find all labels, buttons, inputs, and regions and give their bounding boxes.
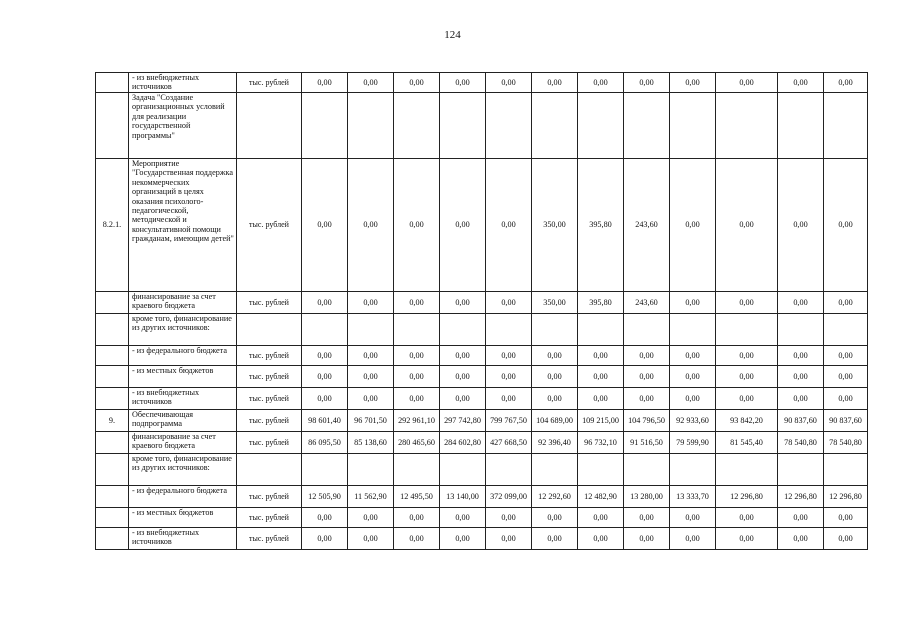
row-unit [237, 93, 302, 159]
value-cell: 0,00 [578, 366, 624, 388]
row-code [96, 486, 129, 508]
table-row [96, 366, 868, 388]
value-cell: 0,00 [302, 346, 348, 366]
row-name: - из федерального бюджета [129, 486, 237, 508]
value-cell: 12 292,60 [532, 486, 578, 508]
value-cell [440, 93, 486, 159]
row-code [96, 508, 129, 528]
value-cell: 0,00 [348, 528, 394, 550]
row-code [96, 292, 129, 314]
value-cell: 0,00 [716, 346, 778, 366]
value-cell: 90 837,60 [778, 410, 824, 432]
value-cell: 0,00 [578, 73, 624, 93]
value-cell: 0,00 [578, 528, 624, 550]
value-cell: 12 482,90 [578, 486, 624, 508]
value-cell: 297 742,80 [440, 410, 486, 432]
value-cell: 0,00 [624, 346, 670, 366]
value-cell [670, 454, 716, 486]
value-cell: 11 562,90 [348, 486, 394, 508]
value-cell: 0,00 [394, 528, 440, 550]
value-cell: 0,00 [348, 366, 394, 388]
value-cell [302, 93, 348, 159]
row-name: финансирование за счет краевого бюджета [129, 292, 237, 314]
value-cell: 96 701,50 [348, 410, 394, 432]
table-row [96, 314, 868, 346]
row-code [96, 73, 129, 93]
value-cell [624, 454, 670, 486]
value-cell: 0,00 [716, 528, 778, 550]
budget-table-body [96, 73, 868, 550]
table-row [96, 508, 868, 528]
value-cell: 81 545,40 [716, 432, 778, 454]
value-cell: 0,00 [824, 73, 868, 93]
value-cell: 0,00 [348, 159, 394, 292]
value-cell: 0,00 [532, 366, 578, 388]
row-unit: тыс. рублей [237, 366, 302, 388]
value-cell: 0,00 [824, 346, 868, 366]
value-cell: 0,00 [394, 366, 440, 388]
row-unit: тыс. рублей [237, 528, 302, 550]
value-cell [578, 314, 624, 346]
value-cell: 0,00 [532, 388, 578, 410]
value-cell: 0,00 [394, 73, 440, 93]
value-cell: 0,00 [778, 366, 824, 388]
value-cell [778, 454, 824, 486]
value-cell: 0,00 [394, 388, 440, 410]
table-row [96, 346, 868, 366]
value-cell: 0,00 [824, 388, 868, 410]
value-cell: 0,00 [716, 292, 778, 314]
value-cell [440, 454, 486, 486]
table-row [96, 454, 868, 486]
value-cell: 0,00 [302, 366, 348, 388]
value-cell: 0,00 [486, 292, 532, 314]
value-cell: 0,00 [624, 366, 670, 388]
value-cell: 109 215,00 [578, 410, 624, 432]
value-cell [486, 93, 532, 159]
value-cell [716, 314, 778, 346]
value-cell: 0,00 [348, 73, 394, 93]
value-cell [486, 314, 532, 346]
row-name: кроме того, финансирование из других источников: [129, 454, 237, 486]
value-cell: 0,00 [824, 366, 868, 388]
row-code: 9. [96, 410, 129, 432]
row-unit: тыс. рублей [237, 159, 302, 292]
value-cell: 85 138,60 [348, 432, 394, 454]
value-cell: 0,00 [670, 508, 716, 528]
value-cell [302, 454, 348, 486]
value-cell [824, 93, 868, 159]
value-cell: 0,00 [440, 73, 486, 93]
value-cell: 0,00 [716, 366, 778, 388]
value-cell: 92 396,40 [532, 432, 578, 454]
table-row [96, 159, 868, 292]
value-cell [824, 314, 868, 346]
value-cell [670, 93, 716, 159]
value-cell: 0,00 [670, 73, 716, 93]
value-cell: 0,00 [778, 292, 824, 314]
value-cell: 12 296,80 [824, 486, 868, 508]
page-number: 124 [444, 29, 461, 41]
budget-table [95, 72, 868, 550]
value-cell [716, 93, 778, 159]
value-cell: 12 505,90 [302, 486, 348, 508]
value-cell: 104 689,00 [532, 410, 578, 432]
value-cell: 13 280,00 [624, 486, 670, 508]
table-row [96, 528, 868, 550]
value-cell [394, 314, 440, 346]
value-cell: 350,00 [532, 292, 578, 314]
value-cell: 0,00 [824, 508, 868, 528]
value-cell: 0,00 [394, 346, 440, 366]
row-name: Задача "Создание организационных условий для реализации государственной программы" [129, 93, 237, 159]
value-cell: 0,00 [440, 346, 486, 366]
value-cell: 0,00 [778, 159, 824, 292]
row-name: - из местных бюджетов [129, 366, 237, 388]
row-unit: тыс. рублей [237, 388, 302, 410]
row-code [96, 388, 129, 410]
value-cell: 104 796,50 [624, 410, 670, 432]
value-cell: 0,00 [624, 73, 670, 93]
value-cell: 13 333,70 [670, 486, 716, 508]
value-cell: 0,00 [486, 73, 532, 93]
value-cell: 0,00 [348, 292, 394, 314]
value-cell: 0,00 [532, 508, 578, 528]
value-cell [532, 314, 578, 346]
value-cell: 0,00 [670, 346, 716, 366]
table-row [96, 73, 868, 93]
value-cell: 0,00 [824, 159, 868, 292]
value-cell [394, 454, 440, 486]
value-cell: 0,00 [394, 292, 440, 314]
row-name: - из внебюджетных источников [129, 388, 237, 410]
value-cell: 79 599,90 [670, 432, 716, 454]
value-cell: 0,00 [440, 159, 486, 292]
value-cell [302, 314, 348, 346]
value-cell: 0,00 [624, 528, 670, 550]
value-cell [578, 454, 624, 486]
value-cell: 0,00 [486, 159, 532, 292]
table-row [96, 410, 868, 432]
value-cell [578, 93, 624, 159]
table-row [96, 486, 868, 508]
row-unit: тыс. рублей [237, 432, 302, 454]
value-cell: 78 540,80 [778, 432, 824, 454]
value-cell: 0,00 [348, 508, 394, 528]
value-cell: 0,00 [778, 73, 824, 93]
row-code [96, 93, 129, 159]
value-cell: 0,00 [716, 508, 778, 528]
value-cell [778, 314, 824, 346]
row-unit: тыс. рублей [237, 410, 302, 432]
value-cell: 92 933,60 [670, 410, 716, 432]
value-cell: 0,00 [394, 508, 440, 528]
row-name: - из местных бюджетов [129, 508, 237, 528]
row-code [96, 454, 129, 486]
value-cell [532, 454, 578, 486]
value-cell: 0,00 [716, 388, 778, 410]
value-cell: 0,00 [624, 388, 670, 410]
value-cell: 0,00 [716, 159, 778, 292]
value-cell: 13 140,00 [440, 486, 486, 508]
table-row [96, 388, 868, 410]
value-cell: 0,00 [670, 292, 716, 314]
row-name: финансирование за счет краевого бюджета [129, 432, 237, 454]
value-cell: 0,00 [302, 528, 348, 550]
value-cell: 12 296,80 [778, 486, 824, 508]
value-cell: 0,00 [486, 366, 532, 388]
value-cell: 78 540,80 [824, 432, 868, 454]
value-cell: 98 601,40 [302, 410, 348, 432]
row-unit [237, 314, 302, 346]
value-cell: 0,00 [624, 508, 670, 528]
row-name: Обеспечивающая подпрограмма [129, 410, 237, 432]
value-cell: 91 516,50 [624, 432, 670, 454]
value-cell: 0,00 [440, 508, 486, 528]
value-cell: 0,00 [778, 388, 824, 410]
value-cell: 0,00 [778, 528, 824, 550]
value-cell: 90 837,60 [824, 410, 868, 432]
value-cell: 0,00 [778, 508, 824, 528]
value-cell: 0,00 [532, 73, 578, 93]
row-code [96, 432, 129, 454]
value-cell: 395,80 [578, 292, 624, 314]
value-cell [440, 314, 486, 346]
value-cell: 0,00 [532, 528, 578, 550]
value-cell [716, 454, 778, 486]
value-cell: 243,60 [624, 292, 670, 314]
value-cell [348, 314, 394, 346]
row-unit: тыс. рублей [237, 346, 302, 366]
value-cell: 0,00 [302, 292, 348, 314]
value-cell: 0,00 [440, 292, 486, 314]
value-cell: 0,00 [486, 508, 532, 528]
value-cell: 0,00 [670, 366, 716, 388]
row-code [96, 366, 129, 388]
value-cell: 0,00 [302, 159, 348, 292]
row-code: 8.2.1. [96, 159, 129, 292]
value-cell [824, 454, 868, 486]
row-unit: тыс. рублей [237, 508, 302, 528]
value-cell: 0,00 [486, 388, 532, 410]
value-cell: 0,00 [302, 73, 348, 93]
row-code [96, 314, 129, 346]
value-cell: 0,00 [348, 346, 394, 366]
table-row [96, 432, 868, 454]
row-name: - из внебюджетных источников [129, 528, 237, 550]
value-cell: 350,00 [532, 159, 578, 292]
value-cell: 0,00 [302, 388, 348, 410]
value-cell: 0,00 [440, 388, 486, 410]
row-name: - из внебюджетных источников [129, 73, 237, 93]
table-row [96, 93, 868, 159]
value-cell [486, 454, 532, 486]
value-cell: 427 668,50 [486, 432, 532, 454]
value-cell [778, 93, 824, 159]
row-unit: тыс. рублей [237, 73, 302, 93]
value-cell: 0,00 [578, 388, 624, 410]
value-cell: 0,00 [824, 292, 868, 314]
value-cell [348, 454, 394, 486]
value-cell: 12 296,80 [716, 486, 778, 508]
value-cell: 93 842,20 [716, 410, 778, 432]
value-cell: 0,00 [670, 388, 716, 410]
value-cell [624, 93, 670, 159]
value-cell: 0,00 [486, 528, 532, 550]
value-cell: 292 961,10 [394, 410, 440, 432]
value-cell: 799 767,50 [486, 410, 532, 432]
value-cell: 86 095,50 [302, 432, 348, 454]
value-cell: 0,00 [578, 346, 624, 366]
value-cell: 395,80 [578, 159, 624, 292]
row-unit [237, 454, 302, 486]
value-cell [670, 314, 716, 346]
row-unit: тыс. рублей [237, 486, 302, 508]
value-cell: 280 465,60 [394, 432, 440, 454]
row-code [96, 528, 129, 550]
value-cell: 0,00 [394, 159, 440, 292]
row-unit: тыс. рублей [237, 292, 302, 314]
row-name: Мероприятие "Государственная поддержка некоммерческих организаций в целях оказания психолого-педагогической, методической и консультативной помощи гражданам, имеющим детей" [129, 159, 237, 292]
value-cell: 0,00 [578, 508, 624, 528]
row-code [96, 346, 129, 366]
value-cell: 0,00 [302, 508, 348, 528]
value-cell: 0,00 [348, 388, 394, 410]
value-cell: 0,00 [716, 73, 778, 93]
value-cell: 284 602,80 [440, 432, 486, 454]
value-cell: 0,00 [778, 346, 824, 366]
value-cell [394, 93, 440, 159]
value-cell: 12 495,50 [394, 486, 440, 508]
value-cell: 372 099,00 [486, 486, 532, 508]
row-name: кроме того, финансирование из других источников: [129, 314, 237, 346]
value-cell: 0,00 [824, 528, 868, 550]
value-cell [532, 93, 578, 159]
table-row [96, 292, 868, 314]
value-cell: 0,00 [440, 366, 486, 388]
value-cell: 96 732,10 [578, 432, 624, 454]
value-cell: 0,00 [486, 346, 532, 366]
value-cell [624, 314, 670, 346]
row-name: - из федерального бюджета [129, 346, 237, 366]
value-cell: 243,60 [624, 159, 670, 292]
value-cell [348, 93, 394, 159]
value-cell: 0,00 [670, 159, 716, 292]
value-cell: 0,00 [532, 346, 578, 366]
value-cell: 0,00 [440, 528, 486, 550]
value-cell: 0,00 [670, 528, 716, 550]
